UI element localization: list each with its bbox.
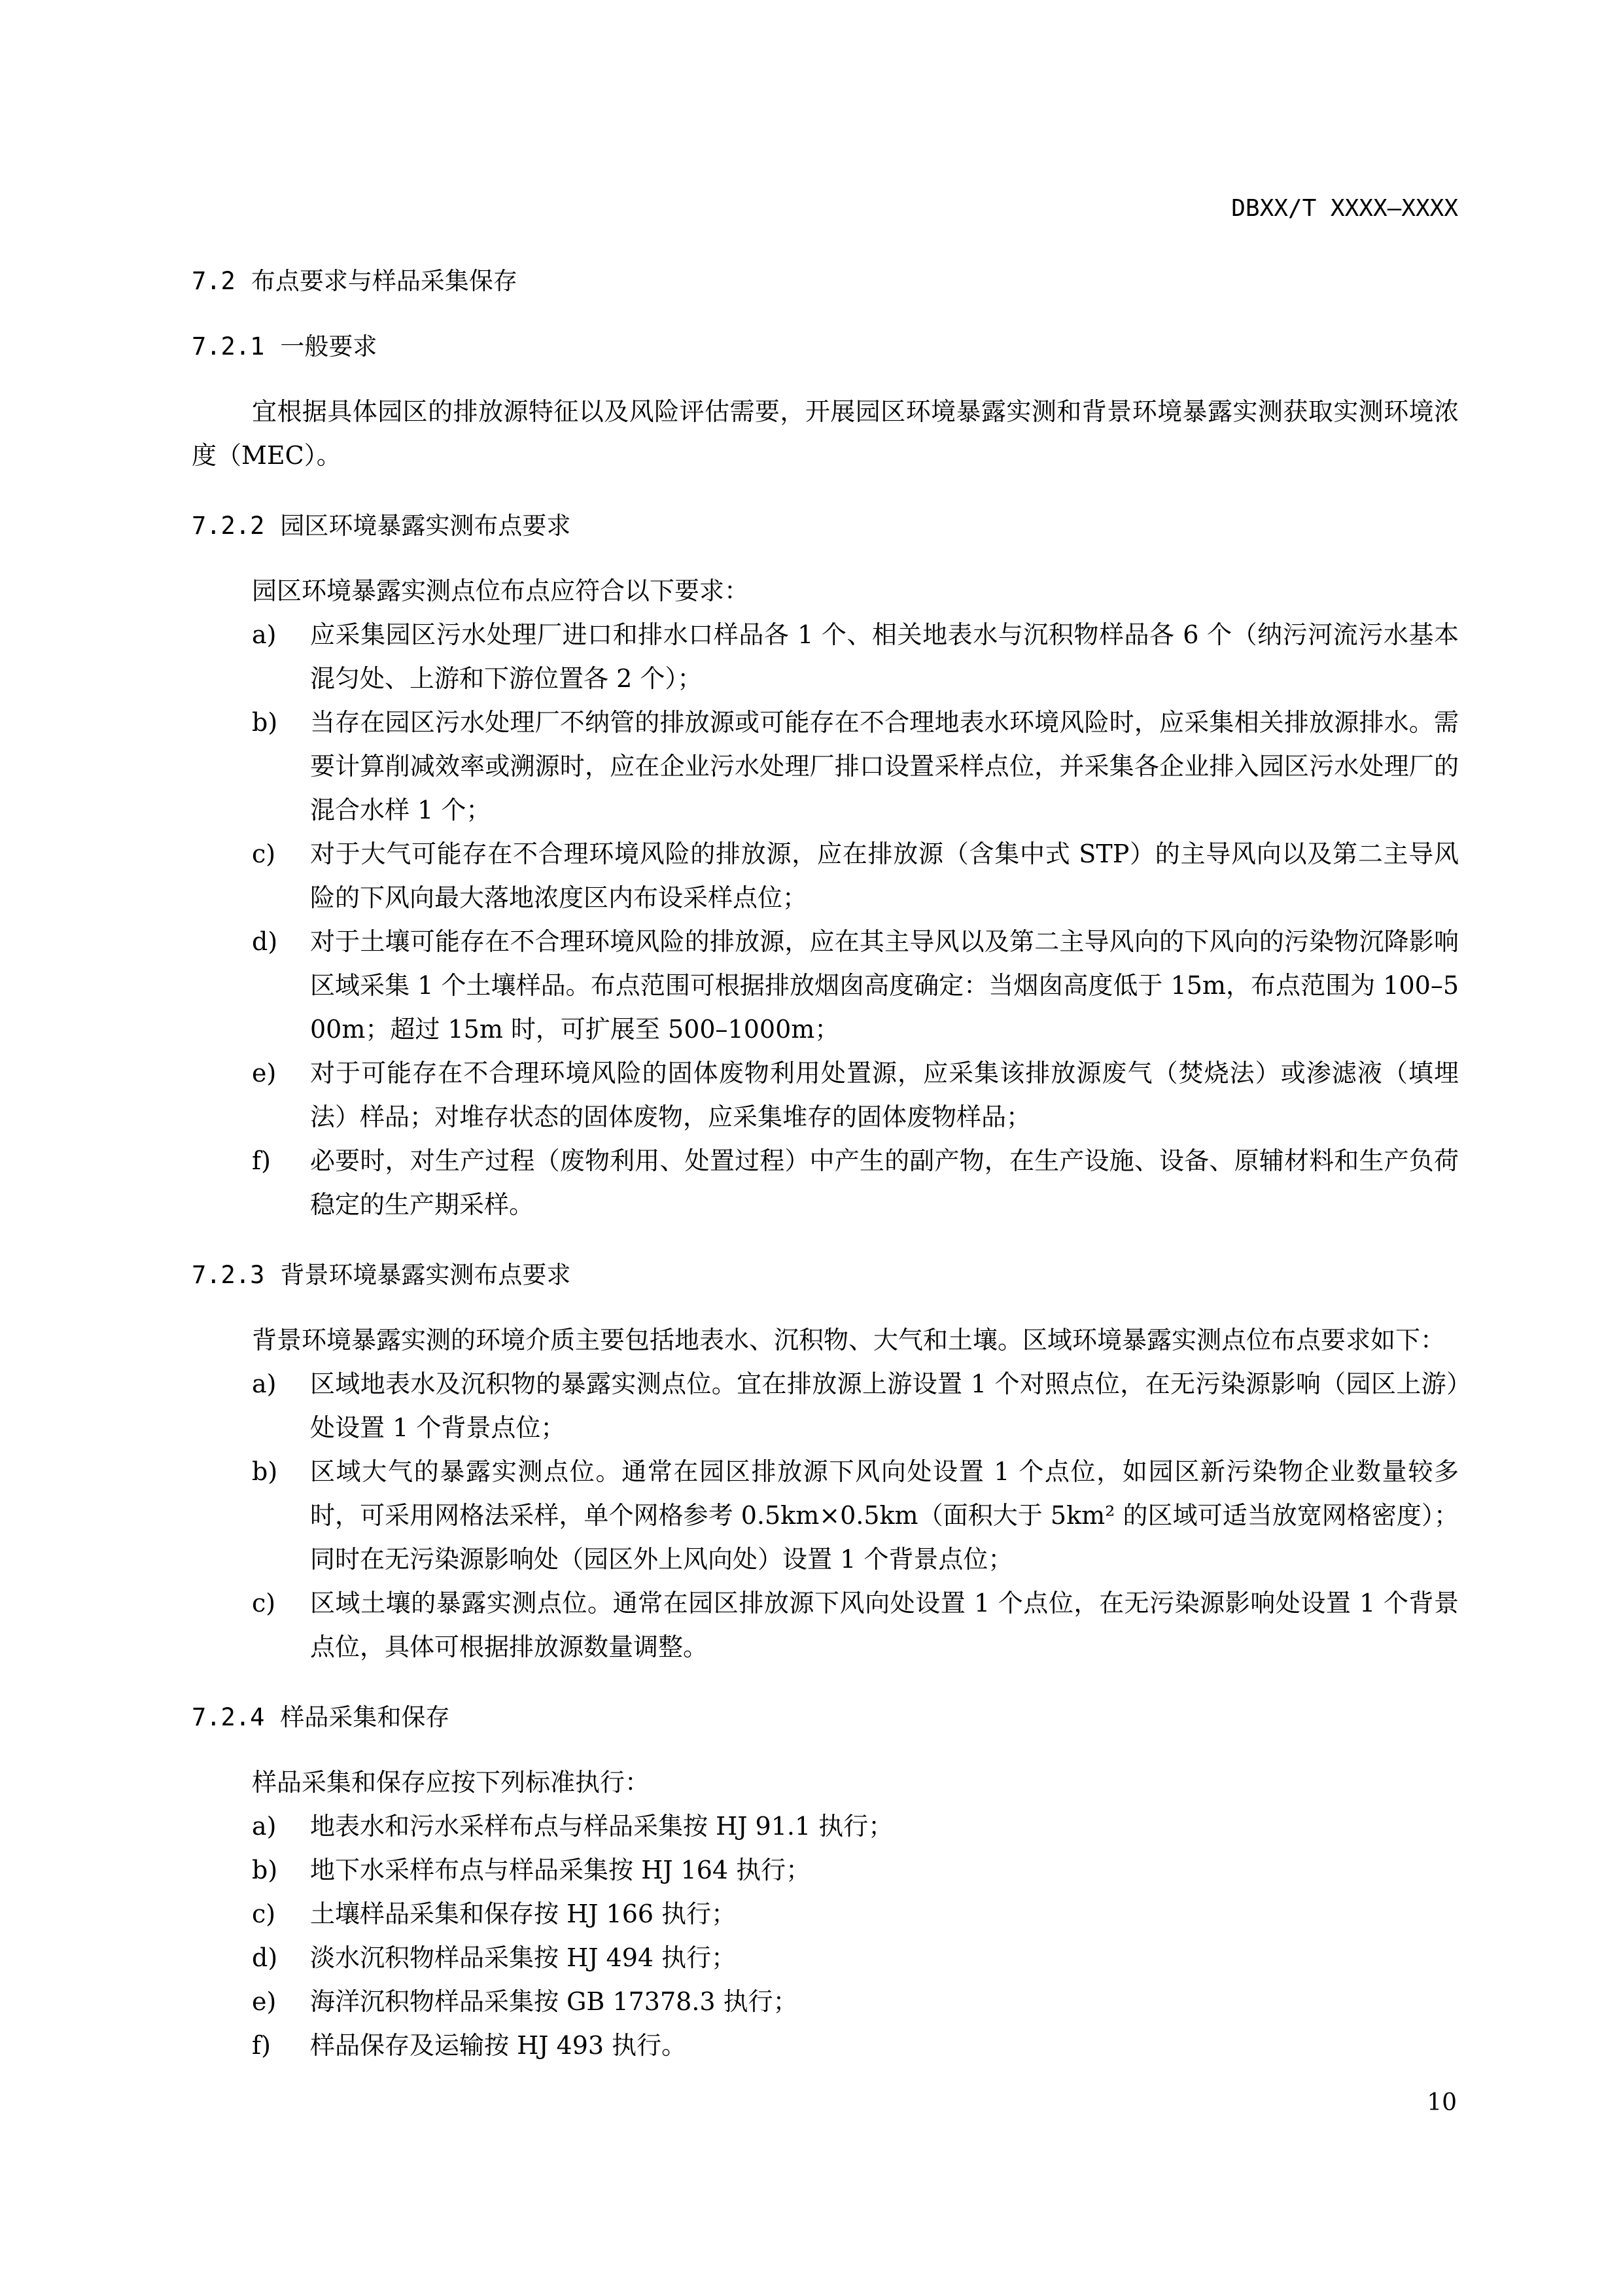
document-code: DBXX/T XXXX—XXXX	[1231, 195, 1458, 222]
section-title: 园区环境暴露实测布点要求	[280, 512, 571, 540]
section-heading-7-2-4	[192, 1698, 1459, 1737]
list-item: a) 应采集园区污水处理厂进口和排水口样品各 1 个、相关地表水与沉积物样品各 6 个（纳污河流污水基本混匀处、上游和下游位置各 2 个）；	[252, 620, 1459, 693]
list-item: b) 区域大气的暴露实测点位。通常在园区排放源下风向处设置 1 个点位，如园区新污染物企业数量较多时，可采用网格法采样，单个网格参考 0.5km×0.5km（面积大于 5km² 的区域可适当放宽网格密度）；同时在无污染源影响处（园区外上风向处）设置 1 个背景点位；	[252, 1457, 1459, 1574]
section-heading-7-2-2	[192, 506, 1459, 546]
list-item: c) 土壤样品采集和保存按 HJ 166 执行；	[252, 1899, 737, 1928]
section-number: 7.2.1	[192, 332, 265, 361]
list-item: d) 对于土壤可能存在不合理环境风险的排放源，应在其主导风以及第二主导风向的下风向的污染物沉降影响区域采集 1 个土壤样品。布点范围可根据排放烟囱高度确定：当烟囱高度低于 15m，布点范围为 100–500m；超过 15m 时，可扩展至 500–1000m；	[252, 927, 1459, 1044]
section-number: 7.2	[192, 267, 236, 295]
list-item: c) 对于大气可能存在不合理环境风险的排放源，应在排放源（含集中式 STP）的主导风向以及第二主导风险的下风向最大落地浓度区内布设采样点位；	[252, 839, 1459, 912]
list-item: a) 区域地表水及沉积物的暴露实测点位。宜在排放源上游设置 1 个对照点位，在无污染源影响（园区上游）处设置 1 个背景点位；	[252, 1369, 1459, 1442]
list-item: b) 当存在园区污水处理厂不纳管的排放源或可能存在不合理地表水环境风险时，应采集相关排放源排水。需要计算削减效率或溯源时，应在企业污水处理厂排口设置采样点位，并采集各企业排入园区污水处理厂的混合水样 1 个；	[252, 708, 1459, 824]
list-item: e) 对于可能存在不合理环境风险的固体废物利用处置源，应采集该排放源废气（焚烧法）或渗滤液（填埋法）样品；对堆存状态的固体废物，应采集堆存的固体废物样品；	[252, 1059, 1459, 1131]
section-title: 背景环境暴露实测布点要求	[280, 1261, 571, 1289]
list-item: d) 淡水沉积物样品采集按 HJ 494 执行；	[252, 1943, 737, 1972]
section-number: 7.2.4	[192, 1703, 265, 1731]
paragraph-general-requirements: 宜根据具体园区的排放源特征以及风险评估需要，开展园区环境暴露实测和背景环境暴露实测获取实测环境浓度（MEC）。	[192, 397, 1459, 470]
lead-sentence: 样品采集和保存应按下列标准执行：	[252, 1768, 650, 1797]
page-content	[192, 262, 1459, 2068]
section-title: 布点要求与样品采集保存	[251, 267, 517, 295]
section-number: 7.2.3	[192, 1261, 265, 1289]
list-item: a) 地表水和污水采样布点与样品采集按 HJ 91.1 执行；	[252, 1812, 894, 1841]
paragraph-background-exposure: 背景环境暴露实测的环境介质主要包括地表水、沉积物、大气和土壤。区域环境暴露实测点位布点要求如下：	[252, 1326, 1446, 1354]
section-heading-7-2	[192, 262, 1459, 301]
section-title: 一般要求	[280, 332, 377, 361]
section-heading-7-2-1	[192, 327, 1459, 366]
list-item: b) 地下水采样布点与样品采集按 HJ 164 执行；	[252, 1856, 811, 1884]
requirement-list-background	[252, 1362, 1459, 1669]
section-number: 7.2.2	[192, 512, 265, 540]
section-heading-7-2-3	[192, 1256, 1459, 1295]
standards-list	[252, 1805, 1459, 2068]
section-title: 样品采集和保存	[280, 1703, 450, 1731]
list-item: f) 样品保存及运输按 HJ 493 执行。	[252, 2031, 687, 2060]
list-item: f) 必要时，对生产过程（废物利用、处置过程）中产生的副产物，在生产设施、设备、原辅材料和生产负荷稳定的生产期采样。	[252, 1146, 1459, 1219]
lead-sentence: 园区环境暴露实测点位布点应符合以下要求：	[252, 576, 750, 605]
requirement-list-park	[252, 613, 1459, 1227]
list-item: c) 区域土壤的暴露实测点位。通常在园区排放源下风向处设置 1 个点位，在无污染源影响处设置 1 个背景点位，具体可根据排放源数量调整。	[252, 1589, 1459, 1661]
page-number: 10	[1427, 2089, 1457, 2116]
list-item: e) 海洋沉积物样品采集按 GB 17378.3 执行；	[252, 1987, 798, 2016]
